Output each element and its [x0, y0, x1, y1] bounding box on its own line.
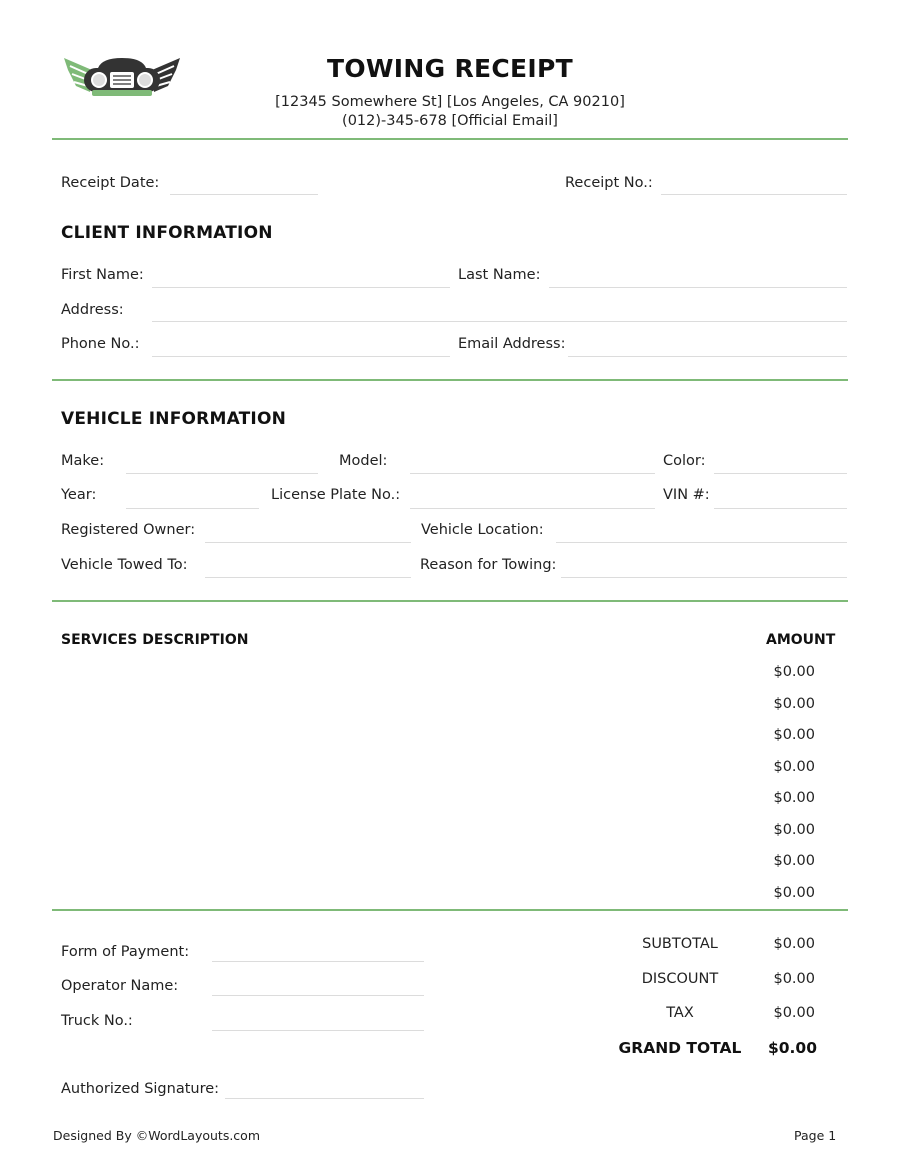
- license-plate-label: License Plate No.:: [271, 487, 401, 503]
- service-amount: $0.00: [773, 885, 815, 901]
- services-description-header: SERVICES DESCRIPTION: [61, 632, 249, 648]
- vin-field[interactable]: [714, 508, 847, 509]
- grand-total-label: GRAND TOTAL: [618, 1039, 742, 1057]
- service-amount: $0.00: [773, 664, 815, 680]
- divider: [52, 138, 848, 140]
- client-information-heading: CLIENT INFORMATION: [61, 223, 273, 243]
- form-of-payment-field[interactable]: [212, 961, 424, 962]
- last-name-field[interactable]: [549, 287, 847, 288]
- service-description-field[interactable]: [61, 853, 761, 873]
- operator-name-label: Operator Name:: [61, 978, 179, 994]
- vehicle-location-label: Vehicle Location:: [421, 522, 544, 538]
- tax-label: TAX: [666, 1005, 694, 1021]
- make-label: Make:: [61, 453, 105, 469]
- receipt-date-label: Receipt Date:: [61, 175, 160, 191]
- divider: [52, 909, 848, 911]
- make-field[interactable]: [126, 473, 318, 474]
- service-amount: $0.00: [773, 696, 815, 712]
- year-field[interactable]: [126, 508, 259, 509]
- license-plate-field[interactable]: [410, 508, 655, 509]
- grand-total-value: $0.00: [767, 1039, 817, 1057]
- subtotal-value: $0.00: [773, 936, 815, 952]
- first-name-label: First Name:: [61, 267, 144, 283]
- receipt-date-field[interactable]: [170, 194, 318, 195]
- service-description-field[interactable]: [61, 790, 761, 810]
- service-description-field[interactable]: [61, 664, 761, 684]
- operator-name-field[interactable]: [212, 995, 424, 996]
- email-label: Email Address:: [458, 336, 566, 352]
- service-amount: $0.00: [773, 759, 815, 775]
- discount-label: DISCOUNT: [641, 971, 719, 987]
- divider: [52, 379, 848, 381]
- vehicle-information-heading: VEHICLE INFORMATION: [61, 409, 287, 429]
- page-number: Page 1: [794, 1128, 837, 1143]
- service-amount: $0.00: [773, 822, 815, 838]
- color-field[interactable]: [714, 473, 847, 474]
- phone-field[interactable]: [152, 356, 450, 357]
- vin-label: VIN #:: [663, 487, 710, 503]
- company-address: [12345 Somewhere St] [Los Angeles, CA 90210]: [275, 94, 625, 110]
- year-label: Year:: [61, 487, 97, 503]
- towed-to-field[interactable]: [205, 577, 411, 578]
- truck-number-field[interactable]: [212, 1030, 424, 1031]
- color-label: Color:: [663, 453, 706, 469]
- subtotal-label: SUBTOTAL: [642, 936, 718, 952]
- authorized-signature-label: Authorized Signature:: [61, 1081, 220, 1097]
- registered-owner-label: Registered Owner:: [61, 522, 196, 538]
- authorized-signature-field[interactable]: [225, 1098, 424, 1099]
- divider: [52, 600, 848, 602]
- footer-credit: Designed By ©WordLayouts.com: [53, 1128, 261, 1143]
- truck-number-label: Truck No.:: [61, 1013, 133, 1029]
- reason-for-towing-label: Reason for Towing:: [420, 557, 557, 573]
- towed-to-label: Vehicle Towed To:: [61, 557, 188, 573]
- receipt-number-field[interactable]: [661, 194, 847, 195]
- service-description-field[interactable]: [61, 885, 761, 905]
- model-label: Model:: [339, 453, 388, 469]
- phone-label: Phone No.:: [61, 336, 140, 352]
- reason-for-towing-field[interactable]: [561, 577, 847, 578]
- address-label: Address:: [61, 302, 124, 318]
- service-description-field[interactable]: [61, 822, 761, 842]
- model-field[interactable]: [410, 473, 655, 474]
- service-amount: $0.00: [773, 790, 815, 806]
- vehicle-location-field[interactable]: [556, 542, 847, 543]
- form-of-payment-label: Form of Payment:: [61, 944, 190, 960]
- receipt-number-label: Receipt No.:: [565, 175, 653, 191]
- tax-value: $0.00: [773, 1005, 815, 1021]
- registered-owner-field[interactable]: [205, 542, 411, 543]
- address-field[interactable]: [152, 321, 847, 322]
- company-contact: (012)-345-678 [Official Email]: [342, 113, 558, 129]
- amount-header: AMOUNT: [766, 632, 836, 648]
- email-field[interactable]: [568, 356, 847, 357]
- first-name-field[interactable]: [152, 287, 450, 288]
- document-title: TOWING RECEIPT: [327, 54, 573, 83]
- last-name-label: Last Name:: [458, 267, 541, 283]
- service-amount: $0.00: [773, 727, 815, 743]
- service-description-field[interactable]: [61, 727, 761, 747]
- service-description-field[interactable]: [61, 696, 761, 716]
- service-amount: $0.00: [773, 853, 815, 869]
- discount-value: $0.00: [773, 971, 815, 987]
- service-description-field[interactable]: [61, 759, 761, 779]
